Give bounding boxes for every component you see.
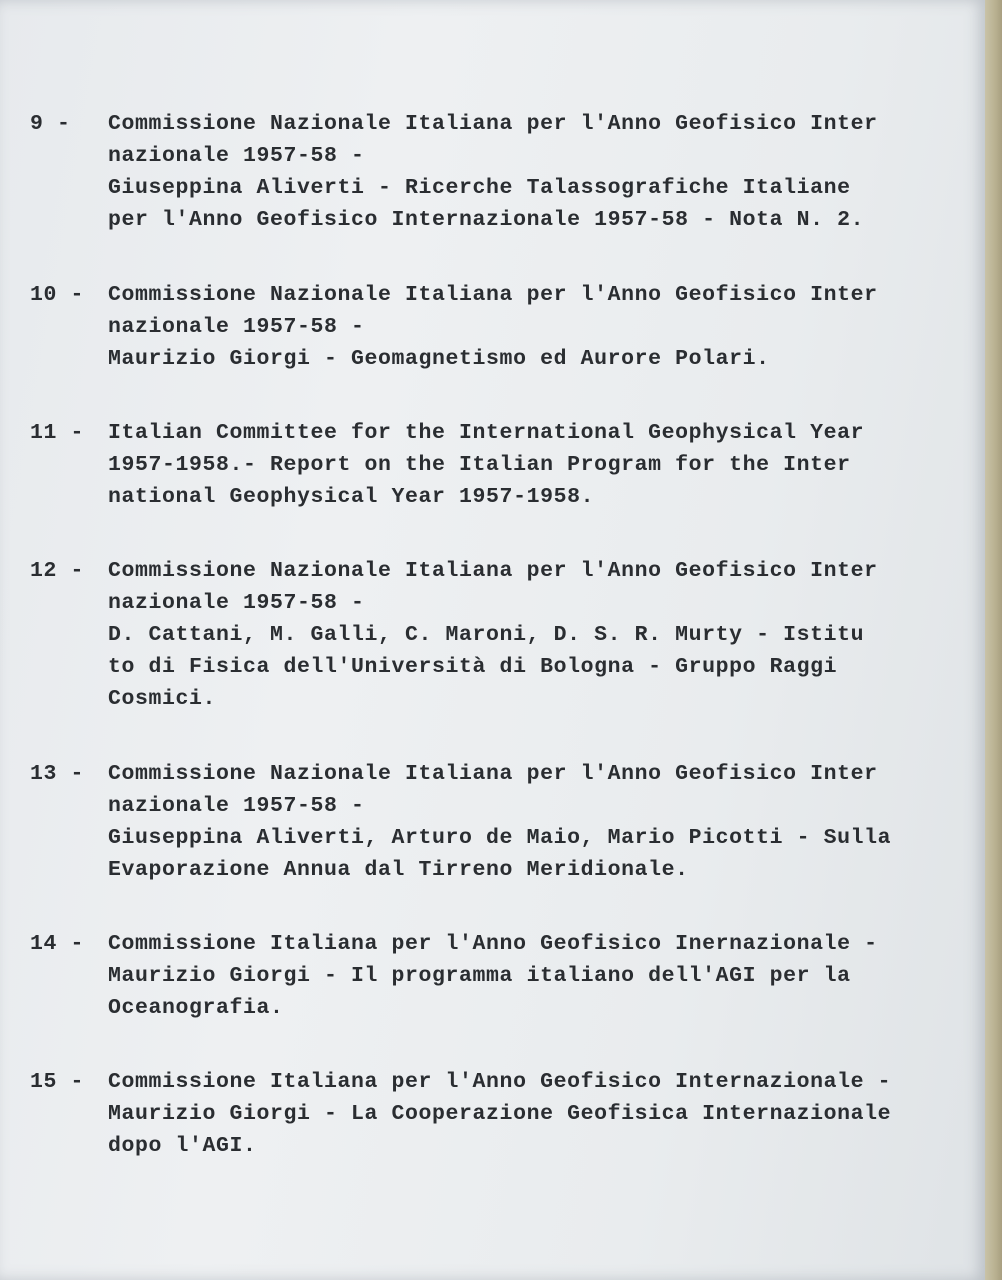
entry-line: Maurizio Giorgi - Il programma italiano dell'AGI per la: [108, 964, 851, 988]
entry-line: nazionale 1957-58 -: [108, 144, 365, 168]
list-item: [30, 1066, 980, 1162]
publication-list: [30, 108, 980, 1162]
entry-number: 11 -: [30, 421, 85, 445]
entry-line: Giuseppina Aliverti - Ricerche Talassografiche Italiane: [108, 176, 851, 200]
entry-number: 10 -: [30, 283, 85, 307]
entry-line: Maurizio Giorgi - La Cooperazione Geofisica Internazionale: [108, 1102, 892, 1126]
entry-text: [108, 1066, 980, 1162]
entry-number: 14 -: [30, 932, 85, 956]
entry-text: [108, 758, 980, 886]
entry-text: [108, 279, 980, 375]
entry-line: Commissione Italiana per l'Anno Geofisico Inernazionale -: [108, 932, 878, 956]
entry-line: D. Cattani, M. Galli, C. Maroni, D. S. R. Murty - Istitu: [108, 623, 865, 647]
entry-text: [108, 417, 980, 513]
entry-number: 9 -: [30, 112, 71, 136]
list-item: [30, 417, 980, 513]
entry-number: 15 -: [30, 1070, 85, 1094]
list-item: [30, 758, 980, 886]
list-item: [30, 928, 980, 1024]
entry-line: per l'Anno Geofisico Internazionale 1957-58 - Nota N. 2.: [108, 208, 865, 232]
entry-line: Commissione Italiana per l'Anno Geofisico Internazionale -: [108, 1070, 892, 1094]
entry-line: Commissione Nazionale Italiana per l'Anno Geofisico Inter: [108, 112, 878, 136]
entry-text: [108, 928, 980, 1024]
list-item: [30, 108, 980, 236]
entry-line: Cosmici.: [108, 687, 217, 711]
entry-line: national Geophysical Year 1957-1958.: [108, 485, 595, 509]
entry-line: dopo l'AGI.: [108, 1134, 257, 1158]
entry-line: Commissione Nazionale Italiana per l'Anno Geofisico Inter: [108, 283, 878, 307]
entry-line: to di Fisica dell'Università di Bologna - Gruppo Raggi: [108, 655, 838, 679]
entry-line: 1957-1958.- Report on the Italian Program for the Inter: [108, 453, 851, 477]
entry-number: 13 -: [30, 762, 85, 786]
entry-line: nazionale 1957-58 -: [108, 315, 365, 339]
entry-line: nazionale 1957-58 -: [108, 794, 365, 818]
entry-line: Commissione Nazionale Italiana per l'Anno Geofisico Inter: [108, 762, 878, 786]
entry-line: Oceanografia.: [108, 996, 284, 1020]
paper-edge: [985, 0, 1002, 1280]
entry-text: [108, 555, 980, 715]
entry-line: Commissione Nazionale Italiana per l'Anno Geofisico Inter: [108, 559, 878, 583]
entry-line: Giuseppina Aliverti, Arturo de Maio, Mario Picotti - Sulla: [108, 826, 892, 850]
entry-line: Maurizio Giorgi - Geomagnetismo ed Aurore Polari.: [108, 347, 770, 371]
entry-line: nazionale 1957-58 -: [108, 591, 365, 615]
entry-text: [108, 108, 980, 236]
entry-line: Evaporazione Annua dal Tirreno Meridionale.: [108, 858, 689, 882]
entry-line: Italian Committee for the International Geophysical Year: [108, 421, 865, 445]
entry-number: 12 -: [30, 559, 85, 583]
list-item: [30, 555, 980, 715]
list-item: [30, 279, 980, 375]
